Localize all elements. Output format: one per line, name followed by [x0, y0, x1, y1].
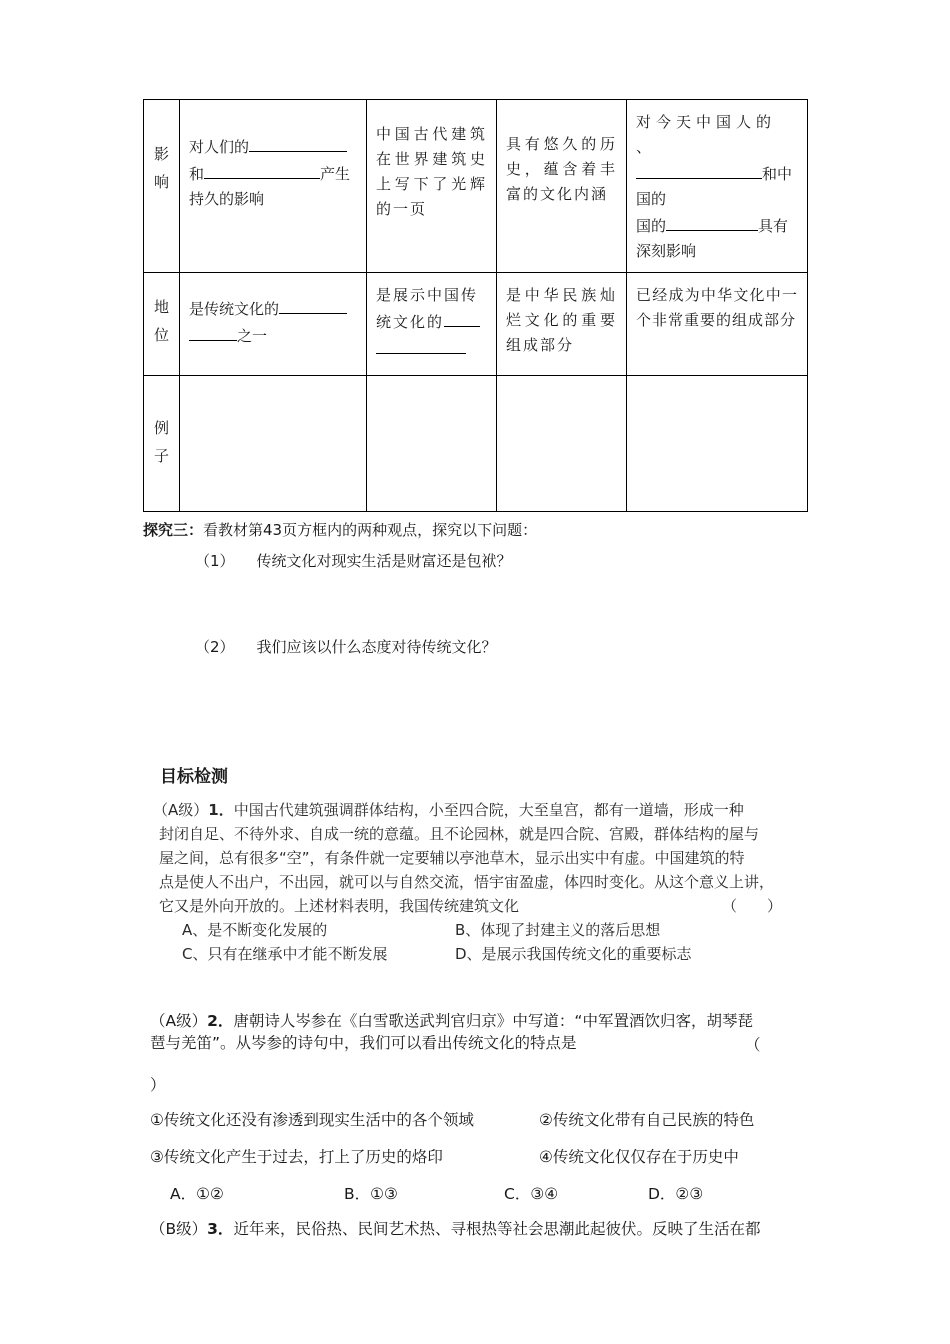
table-cell: 具有悠久的历史，蕴含着丰富的文化内涵	[497, 100, 627, 273]
option-c[interactable]: C、只有在继承中才能不断发展	[182, 945, 388, 963]
explore3-heading: 探究三：看教材第43页方框内的两种观点，探究以下问题：	[143, 521, 538, 539]
table-cell-empty[interactable]	[367, 376, 497, 512]
answer-paren-close[interactable]: ）	[150, 1076, 166, 1094]
answer-paren-open[interactable]: （	[745, 1036, 761, 1054]
table-cell-empty[interactable]	[627, 376, 808, 512]
statement-2: ②传统文化带有自己民族的特色	[539, 1111, 755, 1129]
comparison-table	[143, 99, 808, 512]
table-cell: 是中华民族灿烂文化的重要组成部分	[497, 273, 627, 376]
explore3-question-1: （1） 传统文化对现实生活是财富还是包袱？	[195, 552, 512, 570]
table-cell: 对今天中国人的 、 和中国的 国的 具有 深刻影响	[627, 100, 808, 273]
option-d[interactable]: D、是展示我国传统文化的重要标志	[455, 945, 692, 963]
explore3-question-2: （2） 我们应该以什么态度对待传统文化？	[195, 638, 497, 656]
row-header-status: 地 位	[144, 273, 180, 376]
fill-blank[interactable]	[376, 335, 466, 354]
table-row-examples	[144, 376, 808, 512]
table-cell: 对人们的 和 产生 持久的影响	[180, 100, 367, 273]
table-row-influence	[144, 100, 808, 273]
statement-4: ④传统文化仅仅存在于历史中	[539, 1148, 739, 1166]
fill-blank[interactable]	[666, 212, 758, 231]
option-a[interactable]: A．①②	[170, 1185, 224, 1203]
fill-blank[interactable]	[204, 160, 320, 179]
table-cell: 是传统文化的 之一	[180, 273, 367, 376]
table-cell-empty[interactable]	[497, 376, 627, 512]
statement-3: ③传统文化产生于过去，打上了历史的烙印	[150, 1148, 443, 1166]
option-d[interactable]: D．②③	[648, 1185, 704, 1203]
table-cell: 已经成为中华文化中一个非常重要的组成部分	[627, 273, 808, 376]
fill-blank[interactable]	[279, 295, 347, 314]
answer-paren[interactable]: （ ）	[722, 897, 783, 915]
table-cell-empty[interactable]	[180, 376, 367, 512]
question-2: （A级）2．唐朝诗人岑参在《白雪歌送武判官归京》中写道：“中军置酒饮归客，胡琴琵	[150, 1012, 753, 1030]
table-row-status	[144, 273, 808, 376]
table-cell: 是展示中国传统文化的	[367, 273, 497, 376]
fill-blank[interactable]	[249, 133, 347, 152]
target-heading: 目标检测	[160, 767, 228, 787]
statement-1: ①传统文化还没有渗透到现实生活中的各个领域	[150, 1111, 474, 1129]
table-cell: 中国古代建筑在世界建筑史上写下了光辉的一页	[367, 100, 497, 273]
fill-blank[interactable]	[444, 308, 480, 327]
fill-blank[interactable]	[636, 160, 762, 179]
option-c[interactable]: C．③④	[504, 1185, 559, 1203]
option-b[interactable]: B．①③	[344, 1185, 398, 1203]
question-1: （A级）1．中国古代建筑强调群体结构，小至四合院，大至皇宫，都有一道墙，形成一种 封闭自足、不待外求、自成一统的意蕴。且不论园林，就是四合院、宫殿，群体结构的屋与 屋之间，总有很多“空”，有条件就一定要辅以亭池草木，显示出实中有虚。中国建筑的特 点是使人不出户，不出园，就可以与自然交流，悟宇宙盈虚，体四时变化。从这个意义上讲， 它又是外向开放的。上述材料表明，我国传统建筑文化 （ ） A、是不断变化发展的 B、体现了封建主义的落后思想 C、只有在继承中才能不断发展 D、是展示我国传统文化的重要标志	[152, 798, 792, 966]
question-3: （B级）3．近年来，民俗热、民间艺术热、寻根热等社会思潮此起彼伏。反映了生活在都	[150, 1220, 761, 1238]
fill-blank[interactable]	[189, 322, 237, 341]
row-header-influence: 影 响	[144, 100, 180, 273]
option-b[interactable]: B、体现了封建主义的落后思想	[455, 921, 661, 939]
option-a[interactable]: A、是不断变化发展的	[182, 921, 328, 939]
question-2-line2: 琶与羌笛”。从岑参的诗句中，我们可以看出传统文化的特点是	[150, 1034, 577, 1052]
row-header-examples: 例 子	[144, 376, 180, 512]
